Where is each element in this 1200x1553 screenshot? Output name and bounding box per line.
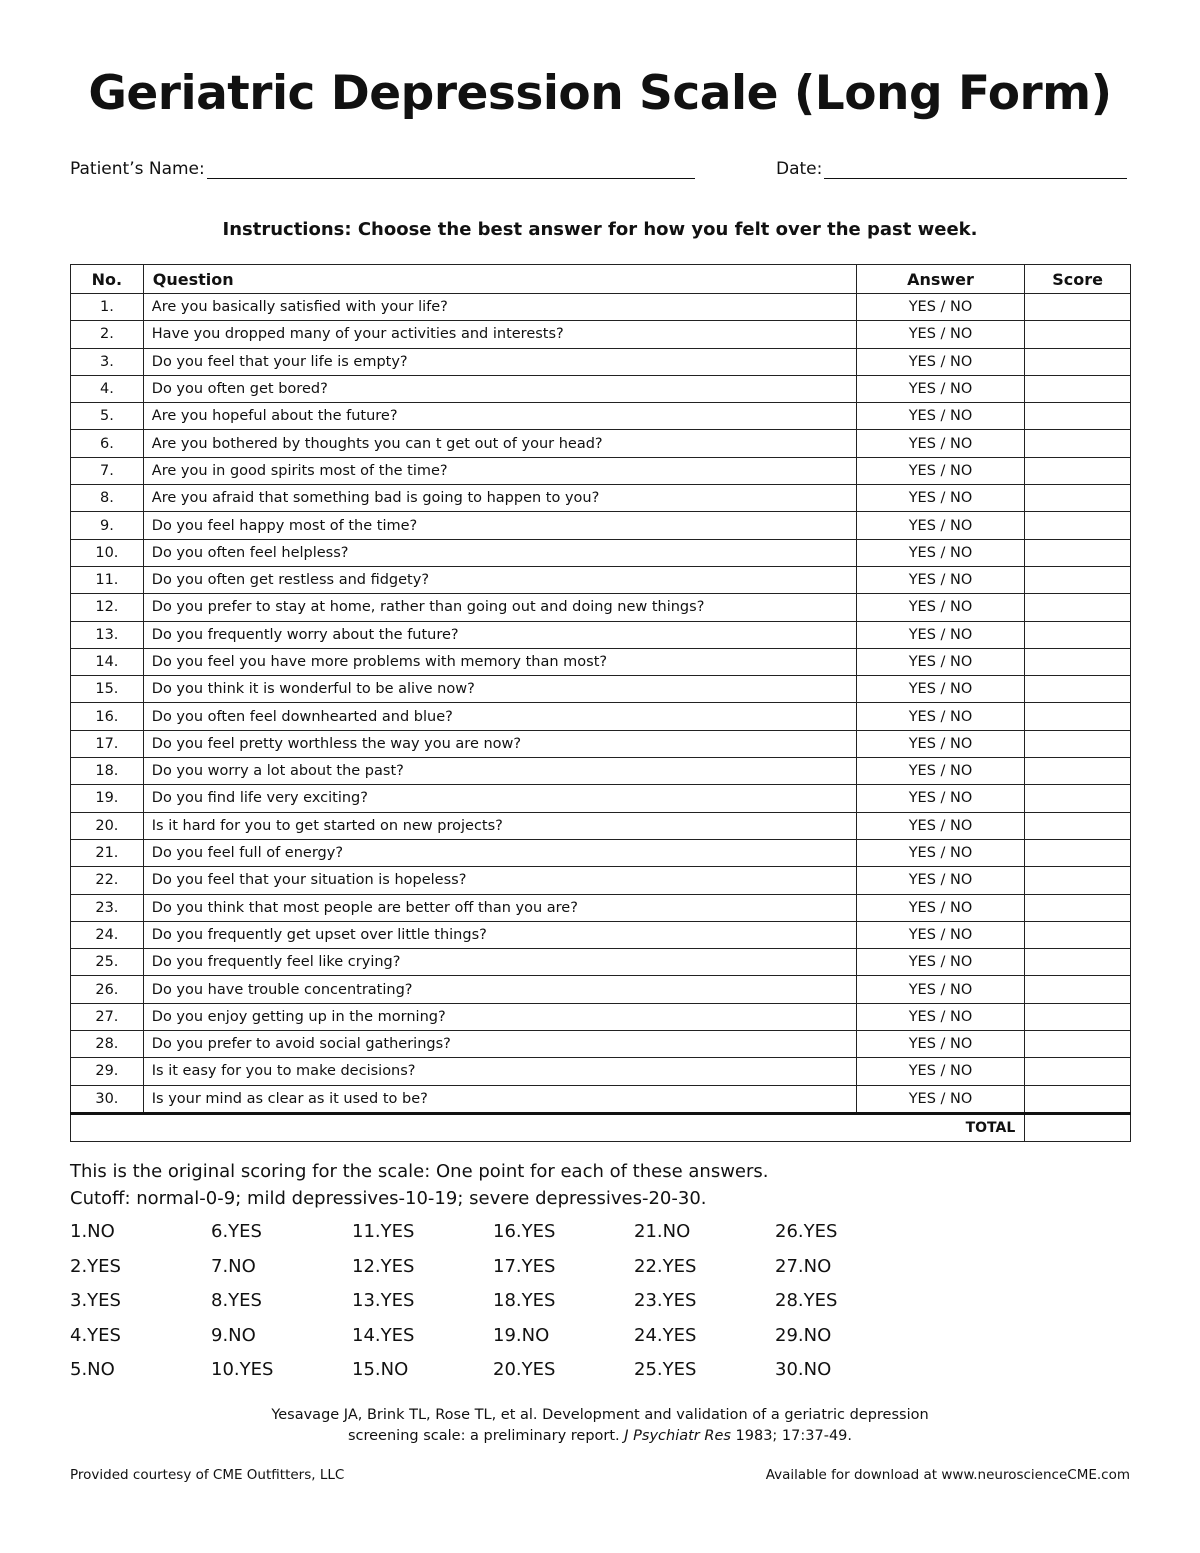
table-row — [71, 1058, 1131, 1085]
table-row — [71, 294, 1131, 321]
score-cell[interactable] — [1025, 512, 1131, 539]
patient-name-line[interactable] — [207, 156, 695, 179]
answer-yes-no[interactable]: YES / NO — [856, 839, 1024, 866]
question-text: Do you frequently get upset over little things? — [143, 921, 856, 948]
answer-yes-no[interactable]: YES / NO — [856, 676, 1024, 703]
question-text: Do you feel you have more problems with memory than most? — [143, 648, 856, 675]
answer-key-item: 23.YES — [634, 1290, 697, 1311]
question-number: 10. — [71, 539, 144, 566]
answer-key-item: 18.YES — [493, 1290, 556, 1311]
answer-key-item: 11.YES — [352, 1221, 415, 1242]
table-row — [71, 785, 1131, 812]
answer-yes-no[interactable]: YES / NO — [856, 539, 1024, 566]
question-number: 7. — [71, 457, 144, 484]
citation-line-2 — [0, 1426, 1200, 1447]
table-row — [71, 403, 1131, 430]
score-cell[interactable] — [1025, 703, 1131, 730]
table-header-row — [71, 265, 1131, 294]
instructions: Instructions: Choose the best answer for how you felt over the past week. — [222, 219, 978, 240]
table-row — [71, 1085, 1131, 1113]
score-cell[interactable] — [1025, 921, 1131, 948]
question-text: Do you frequently worry about the future? — [143, 621, 856, 648]
table-row — [71, 648, 1131, 675]
question-text: Is it hard for you to get started on new projects? — [143, 812, 856, 839]
answer-yes-no[interactable]: YES / NO — [856, 648, 1024, 675]
score-cell[interactable] — [1025, 1031, 1131, 1058]
table-row — [71, 758, 1131, 785]
answer-yes-no[interactable]: YES / NO — [856, 894, 1024, 921]
answer-key-item: 17.YES — [493, 1255, 556, 1277]
score-cell[interactable] — [1025, 621, 1131, 648]
question-text: Do you often feel helpless? — [143, 539, 856, 566]
answer-yes-no[interactable]: YES / NO — [856, 812, 1024, 839]
total-score-cell[interactable] — [1025, 1113, 1131, 1141]
score-cell[interactable] — [1025, 812, 1131, 839]
score-cell[interactable] — [1025, 485, 1131, 512]
answer-yes-no[interactable]: YES / NO — [856, 976, 1024, 1003]
answer-key-column — [70, 1218, 210, 1391]
answer-key-item: 10.YES — [211, 1359, 274, 1380]
score-cell[interactable] — [1025, 976, 1131, 1003]
answer-key-item: 27.NO — [775, 1255, 832, 1277]
answer-key-item: 28.YES — [775, 1290, 838, 1311]
questionnaire-table — [70, 264, 1131, 1142]
question-number: 21. — [71, 839, 144, 866]
question-number: 15. — [71, 676, 144, 703]
question-number: 24. — [71, 921, 144, 948]
table-row — [71, 375, 1131, 402]
score-cell[interactable] — [1025, 321, 1131, 348]
answer-key-column — [493, 1218, 633, 1391]
table-row — [71, 539, 1131, 566]
answer-key-column — [352, 1218, 492, 1391]
answer-key-column — [634, 1218, 774, 1391]
answer-key-item: 30.NO — [775, 1359, 832, 1380]
answer-key-item: 8.YES — [211, 1290, 262, 1311]
answer-yes-no[interactable]: YES / NO — [856, 375, 1024, 402]
question-number: 18. — [71, 758, 144, 785]
answer-key-item: 6.YES — [211, 1221, 262, 1242]
citation-line-1: Yesavage JA, Brink TL, Rose TL, et al. Development and validation of a geriatric depression — [271, 1407, 929, 1423]
score-cell[interactable] — [1025, 867, 1131, 894]
answer-key-item: 22.YES — [634, 1255, 697, 1277]
score-cell[interactable] — [1025, 294, 1131, 321]
answer-key-column — [211, 1218, 351, 1391]
question-text: Is your mind as clear as it used to be? — [143, 1085, 856, 1113]
question-number: 16. — [71, 703, 144, 730]
score-cell[interactable] — [1025, 785, 1131, 812]
table-row — [71, 949, 1131, 976]
question-text: Are you bothered by thoughts you can t get out of your head? — [143, 430, 856, 457]
answer-yes-no[interactable]: YES / NO — [856, 921, 1024, 948]
table-row — [71, 894, 1131, 921]
question-text: Do you think that most people are better off than you are? — [143, 894, 856, 921]
answer-yes-no[interactable]: YES / NO — [856, 457, 1024, 484]
question-number: 1. — [71, 294, 144, 321]
score-cell[interactable] — [1025, 1058, 1131, 1085]
answer-key-item: 1.NO — [70, 1221, 115, 1242]
answer-key-item: 5.NO — [70, 1359, 115, 1380]
answer-yes-no[interactable]: YES / NO — [856, 867, 1024, 894]
table-row — [71, 1031, 1131, 1058]
question-text: Do you worry a lot about the past? — [143, 758, 856, 785]
table-row — [71, 703, 1131, 730]
question-number: 12. — [71, 594, 144, 621]
question-number: 13. — [71, 621, 144, 648]
answer-yes-no[interactable]: YES / NO — [856, 1085, 1024, 1113]
question-text: Are you afraid that something bad is going to happen to you? — [143, 485, 856, 512]
table-row — [71, 621, 1131, 648]
answer-key-item: 26.YES — [775, 1221, 838, 1242]
score-cell[interactable] — [1025, 676, 1131, 703]
table-row — [71, 1003, 1131, 1030]
question-text: Do you prefer to avoid social gatherings? — [143, 1031, 856, 1058]
question-number: 23. — [71, 894, 144, 921]
answer-yes-no[interactable]: YES / NO — [856, 621, 1024, 648]
question-text: Do you feel that your life is empty? — [143, 348, 856, 375]
answer-key-item: 24.YES — [634, 1324, 697, 1346]
question-text: Are you hopeful about the future? — [143, 403, 856, 430]
question-number: 4. — [71, 375, 144, 402]
patient-info-row — [70, 156, 1130, 184]
scoring-notes — [70, 1158, 769, 1212]
scoring-line-2: Cutoff: normal-0-9; mild depressives-10-19; severe depressives-20-30. — [70, 1188, 707, 1209]
answer-yes-no[interactable]: YES / NO — [856, 485, 1024, 512]
question-text: Do you have trouble concentrating? — [143, 976, 856, 1003]
answer-yes-no[interactable]: YES / NO — [856, 566, 1024, 593]
table-row — [71, 457, 1131, 484]
date-field[interactable] — [776, 156, 1127, 179]
table-row — [71, 676, 1131, 703]
patient-name-field[interactable] — [70, 156, 695, 179]
question-number: 29. — [71, 1058, 144, 1085]
table-row — [71, 839, 1131, 866]
question-text: Is it easy for you to make decisions? — [143, 1058, 856, 1085]
question-text: Do you enjoy getting up in the morning? — [143, 1003, 856, 1030]
question-text: Do you feel that your situation is hopeless? — [143, 867, 856, 894]
header-answer: Answer — [856, 265, 1024, 294]
question-number: 8. — [71, 485, 144, 512]
header-score: Score — [1025, 265, 1131, 294]
total-label: TOTAL — [71, 1113, 1025, 1141]
question-number: 2. — [71, 321, 144, 348]
answer-yes-no[interactable]: YES / NO — [856, 294, 1024, 321]
answer-key-item: 16.YES — [493, 1221, 556, 1242]
answer-key-item: 14.YES — [352, 1324, 415, 1346]
patient-name-label: Patient’s Name: — [70, 159, 205, 179]
answer-key-column — [775, 1218, 915, 1391]
table-row — [71, 921, 1131, 948]
question-text: Do you feel pretty worthless the way you are now? — [143, 730, 856, 757]
answer-key-item: 19.NO — [493, 1324, 550, 1346]
question-number: 11. — [71, 566, 144, 593]
header-no: No. — [71, 265, 144, 294]
score-cell[interactable] — [1025, 566, 1131, 593]
question-number: 28. — [71, 1031, 144, 1058]
score-cell[interactable] — [1025, 648, 1131, 675]
score-cell[interactable] — [1025, 594, 1131, 621]
question-number: 25. — [71, 949, 144, 976]
question-number: 20. — [71, 812, 144, 839]
score-cell[interactable] — [1025, 348, 1131, 375]
header-question: Question — [143, 265, 856, 294]
answer-yes-no[interactable]: YES / NO — [856, 1058, 1024, 1085]
score-cell[interactable] — [1025, 758, 1131, 785]
question-number: 19. — [71, 785, 144, 812]
question-text: Are you in good spirits most of the time? — [143, 457, 856, 484]
answer-yes-no[interactable]: YES / NO — [856, 1031, 1024, 1058]
answer-yes-no[interactable]: YES / NO — [856, 949, 1024, 976]
table-row — [71, 730, 1131, 757]
answer-yes-no[interactable]: YES / NO — [856, 758, 1024, 785]
answer-yes-no[interactable]: YES / NO — [856, 321, 1024, 348]
table-row — [71, 566, 1131, 593]
answer-key-item: 21.NO — [634, 1221, 691, 1242]
answer-key-item: 20.YES — [493, 1359, 556, 1380]
answer-key-item: 3.YES — [70, 1290, 121, 1311]
score-cell[interactable] — [1025, 1003, 1131, 1030]
table-row — [71, 430, 1131, 457]
score-cell[interactable] — [1025, 949, 1131, 976]
question-text: Do you feel full of energy? — [143, 839, 856, 866]
table-row — [71, 321, 1131, 348]
total-row — [71, 1113, 1131, 1141]
date-label: Date: — [776, 159, 823, 179]
answer-key-item: 2.YES — [70, 1255, 121, 1277]
score-cell[interactable] — [1025, 403, 1131, 430]
table-row — [71, 485, 1131, 512]
scoring-line-1: This is the original scoring for the scale: One point for each of these answers. — [70, 1161, 769, 1182]
table-row — [71, 976, 1131, 1003]
table-row — [71, 867, 1131, 894]
score-cell[interactable] — [1025, 457, 1131, 484]
question-text: Do you feel happy most of the time? — [143, 512, 856, 539]
answer-key-item: 9.NO — [211, 1324, 256, 1346]
date-line[interactable] — [824, 156, 1127, 179]
question-number: 9. — [71, 512, 144, 539]
answer-key-item: 29.NO — [775, 1324, 832, 1346]
question-number: 17. — [71, 730, 144, 757]
citation-journal: J Psychiatr Res — [624, 1428, 731, 1444]
answer-yes-no[interactable]: YES / NO — [856, 730, 1024, 757]
score-cell[interactable] — [1025, 430, 1131, 457]
question-text: Do you find life very exciting? — [143, 785, 856, 812]
question-number: 30. — [71, 1085, 144, 1113]
question-text: Do you often feel downhearted and blue? — [143, 703, 856, 730]
answer-key-item: 15.NO — [352, 1359, 409, 1380]
table-row — [71, 348, 1131, 375]
page-title: Geriatric Depression Scale (Long Form) — [88, 66, 1112, 121]
score-cell[interactable] — [1025, 894, 1131, 921]
question-number: 5. — [71, 403, 144, 430]
answer-key-item: 25.YES — [634, 1359, 697, 1380]
question-number: 26. — [71, 976, 144, 1003]
answer-key-item: 13.YES — [352, 1290, 415, 1311]
score-cell[interactable] — [1025, 730, 1131, 757]
table-row — [71, 512, 1131, 539]
answer-key-item: 4.YES — [70, 1324, 121, 1346]
question-text: Do you think it is wonderful to be alive now? — [143, 676, 856, 703]
answer-key-item: 12.YES — [352, 1255, 415, 1277]
score-cell[interactable] — [1025, 539, 1131, 566]
question-text: Do you often get bored? — [143, 375, 856, 402]
question-text: Have you dropped many of your activities and interests? — [143, 321, 856, 348]
footer-download: Available for download at www.neuroscienceCME.com — [765, 1467, 1130, 1483]
question-number: 14. — [71, 648, 144, 675]
score-cell[interactable] — [1025, 1085, 1131, 1113]
answer-yes-no[interactable]: YES / NO — [856, 348, 1024, 375]
footer-credit: Provided courtesy of CME Outfitters, LLC — [70, 1467, 345, 1483]
question-number: 22. — [71, 867, 144, 894]
question-text: Do you frequently feel like crying? — [143, 949, 856, 976]
answer-yes-no[interactable]: YES / NO — [856, 403, 1024, 430]
question-number: 27. — [71, 1003, 144, 1030]
answer-yes-no[interactable]: YES / NO — [856, 512, 1024, 539]
answer-yes-no[interactable]: YES / NO — [856, 1003, 1024, 1030]
table-row — [71, 594, 1131, 621]
score-cell[interactable] — [1025, 375, 1131, 402]
answer-yes-no[interactable]: YES / NO — [856, 430, 1024, 457]
citation-line-2-pre: screening scale: a preliminary report. — [347, 1428, 620, 1444]
table-row — [71, 812, 1131, 839]
citation-line-2-post: 1983; 17:37-49. — [735, 1428, 853, 1444]
answer-yes-no[interactable]: YES / NO — [856, 594, 1024, 621]
question-number: 6. — [71, 430, 144, 457]
citation — [0, 1405, 1200, 1447]
question-text: Do you often get restless and fidgety? — [143, 566, 856, 593]
question-number: 3. — [71, 348, 144, 375]
score-cell[interactable] — [1025, 839, 1131, 866]
question-text: Are you basically satisfied with your life? — [143, 294, 856, 321]
question-text: Do you prefer to stay at home, rather than going out and doing new things? — [143, 594, 856, 621]
answer-yes-no[interactable]: YES / NO — [856, 785, 1024, 812]
answer-key-item: 7.NO — [211, 1255, 256, 1277]
answer-yes-no[interactable]: YES / NO — [856, 703, 1024, 730]
